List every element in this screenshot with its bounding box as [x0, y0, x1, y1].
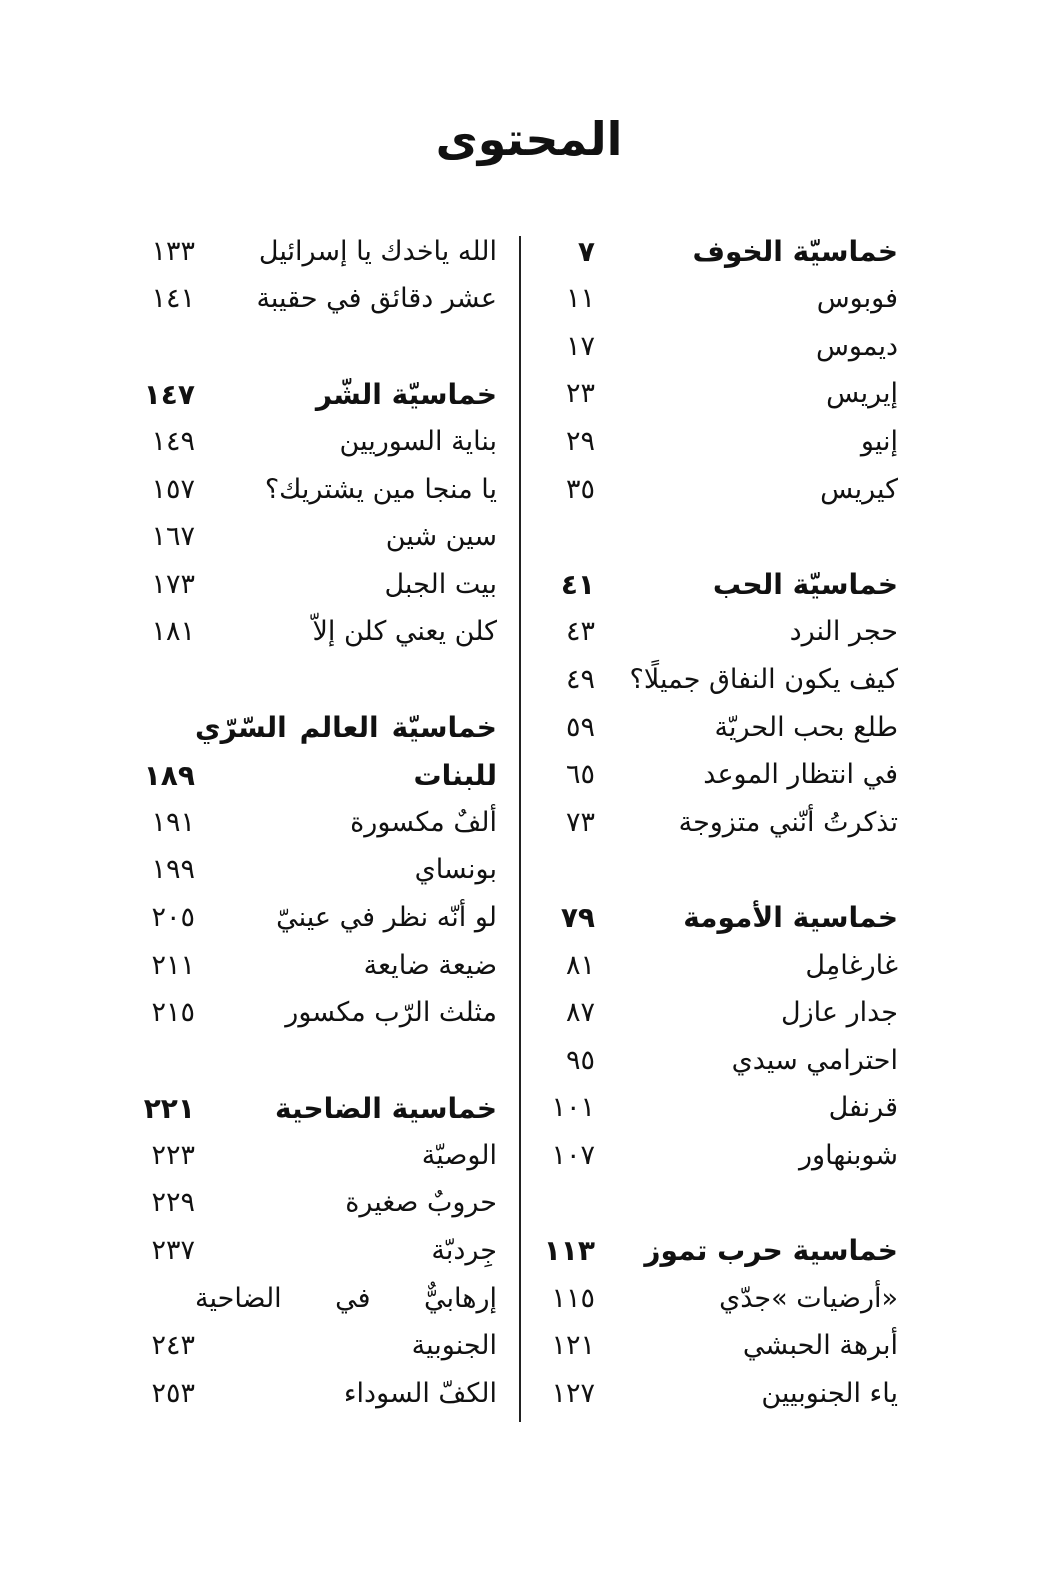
toc-entry [545, 1132, 898, 1180]
toc-entry-title: كيريس [820, 473, 898, 505]
toc-entry-title: بناية السوريين [339, 425, 497, 457]
toc-entry [145, 514, 497, 562]
toc-entry [145, 990, 497, 1038]
toc-entry [545, 942, 898, 990]
toc-entry [545, 1037, 898, 1085]
toc-page-number: ٢٥٣ [151, 1377, 195, 1409]
toc-entry [145, 1323, 497, 1371]
toc-page-number: ٢٢٣ [151, 1139, 195, 1171]
toc-entry-title: يا منجا مين يشتريك؟ [264, 473, 497, 505]
toc-page-number: ٢٣٧ [151, 1235, 195, 1267]
toc-section-heading [545, 561, 898, 609]
toc-entry-title: فوبوس [816, 283, 898, 315]
toc-page-number: ١٩٩ [151, 854, 195, 886]
toc-page-number: ٤١ [560, 568, 595, 602]
toc-entry [145, 1180, 497, 1228]
toc-entry [545, 1275, 898, 1323]
toc-entry [545, 276, 898, 324]
toc-page-number: ٢١٥ [151, 997, 195, 1029]
toc-entry-title: جدار عازل [781, 997, 898, 1029]
toc-page-number: ٣٥ [565, 473, 595, 505]
toc-entry-title: الكفّ السوداء [343, 1377, 497, 1409]
toc-page-number: ١٢٧ [551, 1377, 595, 1409]
toc-spacer [145, 323, 497, 371]
toc-entry-title: عشر دقائق في حقيبة [256, 283, 497, 315]
toc-entry-title: إنيو [860, 425, 898, 457]
toc-entry [545, 418, 898, 466]
toc-page-number: ١٤٩ [151, 425, 195, 457]
toc-entry [545, 323, 898, 371]
toc-entry [545, 799, 898, 847]
column-divider [519, 236, 521, 1422]
toc-entry [145, 466, 497, 514]
toc-entry [545, 704, 898, 752]
toc-entry-title: الجنوبية [411, 1330, 497, 1362]
toc-entry-title: الوصيّة [421, 1139, 497, 1171]
toc-section-heading [145, 1085, 497, 1133]
toc-entry-title: في انتظار الموعد [703, 759, 898, 791]
toc-spacer [545, 1180, 898, 1228]
toc-page-number: ١٧ [565, 330, 595, 362]
toc-entry [545, 371, 898, 419]
toc-page-number: ١٦٧ [151, 521, 195, 553]
toc-entry-title: كلن يعني كلن إلاّ [312, 616, 497, 648]
toc-entry-title: خماسية الأمومة [683, 901, 898, 935]
toc-page-number: ١٠٧ [551, 1139, 595, 1171]
toc-section-heading [145, 704, 497, 752]
toc-section-heading [145, 752, 497, 800]
toc-entry-title: احترامي سيدي [731, 1044, 898, 1076]
toc-page-number: ١٥٧ [151, 473, 195, 505]
toc-page-number: ٢٠٥ [151, 901, 195, 933]
toc-entry [545, 752, 898, 800]
toc-entry [145, 228, 497, 276]
toc-entry-title: إرهابيٌّ في الضاحية [195, 1282, 497, 1314]
toc-entry-title: ألفٌ مكسورة [350, 806, 497, 838]
toc-entry-title: حجر النرد [789, 616, 898, 648]
toc-entry-title: ضيعة ضايعة [363, 949, 497, 981]
toc-entry-title: خماسية الضاحية [275, 1091, 497, 1125]
toc-entry [545, 990, 898, 1038]
toc-entry-title: ديموس [815, 330, 898, 362]
toc-entry [145, 418, 497, 466]
toc-page-number: ١١٣ [543, 1234, 595, 1268]
toc-entry-title: خماسيّة الشّر [315, 377, 497, 411]
toc-entry-title: خماسيّة الخوف [692, 235, 898, 268]
toc-entry-title: طلع بحب الحريّة [714, 711, 898, 743]
toc-spacer [145, 656, 497, 704]
toc-page-number: ١١٥ [551, 1282, 595, 1314]
toc-page-number: ٦٥ [565, 759, 595, 791]
toc-page-number: ٢١١ [151, 949, 195, 981]
toc-entry [145, 1275, 497, 1323]
toc-page-number: ١٣٣ [151, 235, 195, 267]
toc-page-number: ١٨٩ [143, 758, 195, 792]
toc-page-number: ٩٥ [565, 1044, 595, 1076]
toc-entry-title: ياء الجنوبيين [761, 1377, 898, 1409]
toc-page-number: ٢٩ [565, 425, 595, 457]
toc-page-number: ٧ [577, 235, 595, 268]
toc-page-number: ١٤١ [151, 283, 195, 315]
toc-entry-title: تذكرتُ أنّني متزوجة [678, 806, 898, 838]
toc-entry [145, 1370, 497, 1418]
toc-section-heading [545, 894, 898, 942]
toc-page-number: ٨٧ [565, 997, 595, 1029]
toc-entry-title: «أرضيات »جدّي [719, 1282, 898, 1314]
toc-entry [145, 276, 497, 324]
toc-entry [145, 942, 497, 990]
toc-entry-title: الله ياخدك يا إسرائيل [258, 235, 497, 267]
toc-page-number: ٢٣ [565, 378, 595, 410]
toc-page-number: ٤٩ [565, 663, 595, 695]
toc-entry-title: حروبٌ صغيرة [345, 1187, 497, 1219]
toc-right-column [545, 228, 898, 1418]
toc-page-number: ١٨١ [151, 616, 195, 648]
toc-entry [145, 799, 497, 847]
toc-entry-title: خماسيّة الحب [712, 568, 898, 602]
toc-entry [145, 847, 497, 895]
toc-entry [545, 1370, 898, 1418]
toc-entry-title: بونساي [414, 854, 497, 886]
toc-entry-title: خماسيّة العالم السّرّي [195, 710, 497, 744]
toc-page-number: ٤٣ [565, 616, 595, 648]
toc-entry-title: غارغامِل [805, 949, 898, 981]
toc-entry-title: إيريس [826, 378, 898, 410]
toc-entry [145, 894, 497, 942]
toc-section-heading [545, 228, 898, 276]
toc-page-number: ١٠١ [551, 1092, 595, 1124]
toc-page-number: ٢٢١ [143, 1091, 195, 1125]
page-title: المحتوى [435, 112, 623, 166]
toc-spacer [545, 847, 898, 895]
toc-page-number: ٢٢٩ [151, 1187, 195, 1219]
toc-entry-title: سين شين [385, 521, 497, 553]
toc-page-number: ٨١ [565, 949, 595, 981]
toc-left-column [145, 228, 497, 1418]
toc-section-heading [145, 371, 497, 419]
toc-entry-title: جِردبّة [431, 1235, 497, 1267]
toc-entry [545, 1323, 898, 1371]
toc-entry-title: خماسية حرب تموز [644, 1234, 898, 1268]
toc-entry-title: لو أنّه نظر في عينيّ [276, 901, 497, 933]
toc-entry [145, 561, 497, 609]
toc-page-number: ١٤٧ [143, 377, 195, 411]
toc-entry [545, 1085, 898, 1133]
toc-entry [545, 656, 898, 704]
toc-entry [145, 609, 497, 657]
toc-spacer [145, 1037, 497, 1085]
toc-entry [145, 1227, 497, 1275]
toc-section-heading [545, 1227, 898, 1275]
toc-page-number: ٧٩ [560, 901, 595, 935]
toc-page-number: ٧٣ [565, 806, 595, 838]
toc-entry [145, 1132, 497, 1180]
toc-entry-title: للبنات [413, 758, 497, 792]
toc-entry-title: أبرهة الحبشي [742, 1330, 898, 1362]
toc-page-number: ١٢١ [551, 1330, 595, 1362]
toc-page-number: ٥٩ [565, 711, 595, 743]
toc-entry-title: شوبنهاور [799, 1139, 898, 1171]
toc-page-number: ٢٤٣ [151, 1330, 195, 1362]
toc-entry [545, 609, 898, 657]
toc-entry-title: كيف يكون النفاق جميلًا؟ [629, 663, 898, 695]
toc-entry-title: بيت الجبل [384, 568, 497, 600]
toc-page-number: ١١ [565, 283, 595, 315]
toc-entry [545, 466, 898, 514]
toc-page-number: ١٩١ [151, 806, 195, 838]
toc-entry-title: قرنفل [828, 1092, 898, 1124]
toc-entry-title: مثلث الرّب مكسور [285, 997, 497, 1029]
toc-page-number: ١٧٣ [151, 568, 195, 600]
toc-spacer [545, 514, 898, 562]
